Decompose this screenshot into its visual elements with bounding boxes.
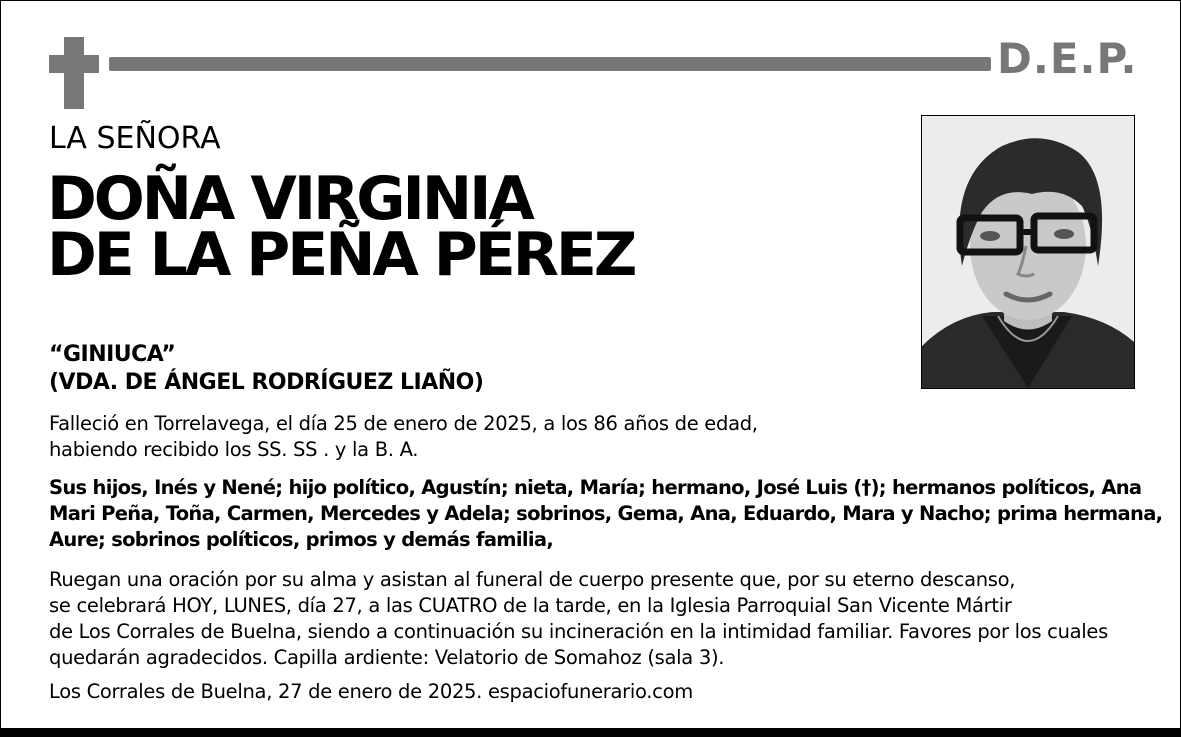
family-line: Aure; sobrinos políticos, primos y demás familia, [49,528,554,551]
name-line-2: DE LA PEÑA PÉREZ [47,220,635,290]
funeral-line: quedarán agradecidos. Capilla ardiente: Velatorio de Somahoz (sala 3). [49,646,725,669]
funeral-line: Ruegan una oración por su alma y asistan al funeral de cuerpo presente que, por su eterno descanso, [49,568,1016,591]
funeral-line: de Los Corrales de Buelna, siendo a continuación su incineración en la intimidad familiar. Favores por los cuales [49,620,1108,643]
death-notice [49,411,1149,463]
nickname: “GINIUCA” [49,342,176,367]
name-line-1: DOÑA VIRGINIA [47,164,532,234]
portrait-photo [921,115,1135,389]
widow-of: (VDA. DE ÁNGEL RODRÍGUEZ LIAÑO) [49,370,484,395]
honorific: LA SEÑORA [49,121,221,156]
family-line: Mari Peña, Toña, Carmen, Mercedes y Adela; sobrinos, Gema, Ana, Eduardo, Mara y Nacho; prima hermana, [49,502,1163,525]
header-rule [109,57,991,71]
place-date-signoff: Los Corrales de Buelna, 27 de enero de 2025. espaciofunerario.com [49,680,693,703]
family-line: Sus hijos, Inés y Nené; hijo político, Agustín; nieta, María; hermano, José Luis (†); hermanos políticos, Ana [49,476,1142,499]
bottom-rule [1,728,1180,736]
deceased-name [47,164,635,290]
cross-icon [49,37,99,109]
funeral-details [49,567,1149,671]
funeral-line: se celebrará HOY, LUNES, día 27, a las CUATRO de la tarde, en la Iglesia Parroquial San Vicente Mártir [49,594,1012,617]
family-list [49,475,1163,553]
dep-label: D.E.P. [997,34,1138,83]
death-notice-line: habiendo recibido los SS. SS . y la B. A. [49,438,419,461]
death-notice-line: Falleció en Torrelavega, el día 25 de enero de 2025, a los 86 años de edad, [49,412,758,435]
